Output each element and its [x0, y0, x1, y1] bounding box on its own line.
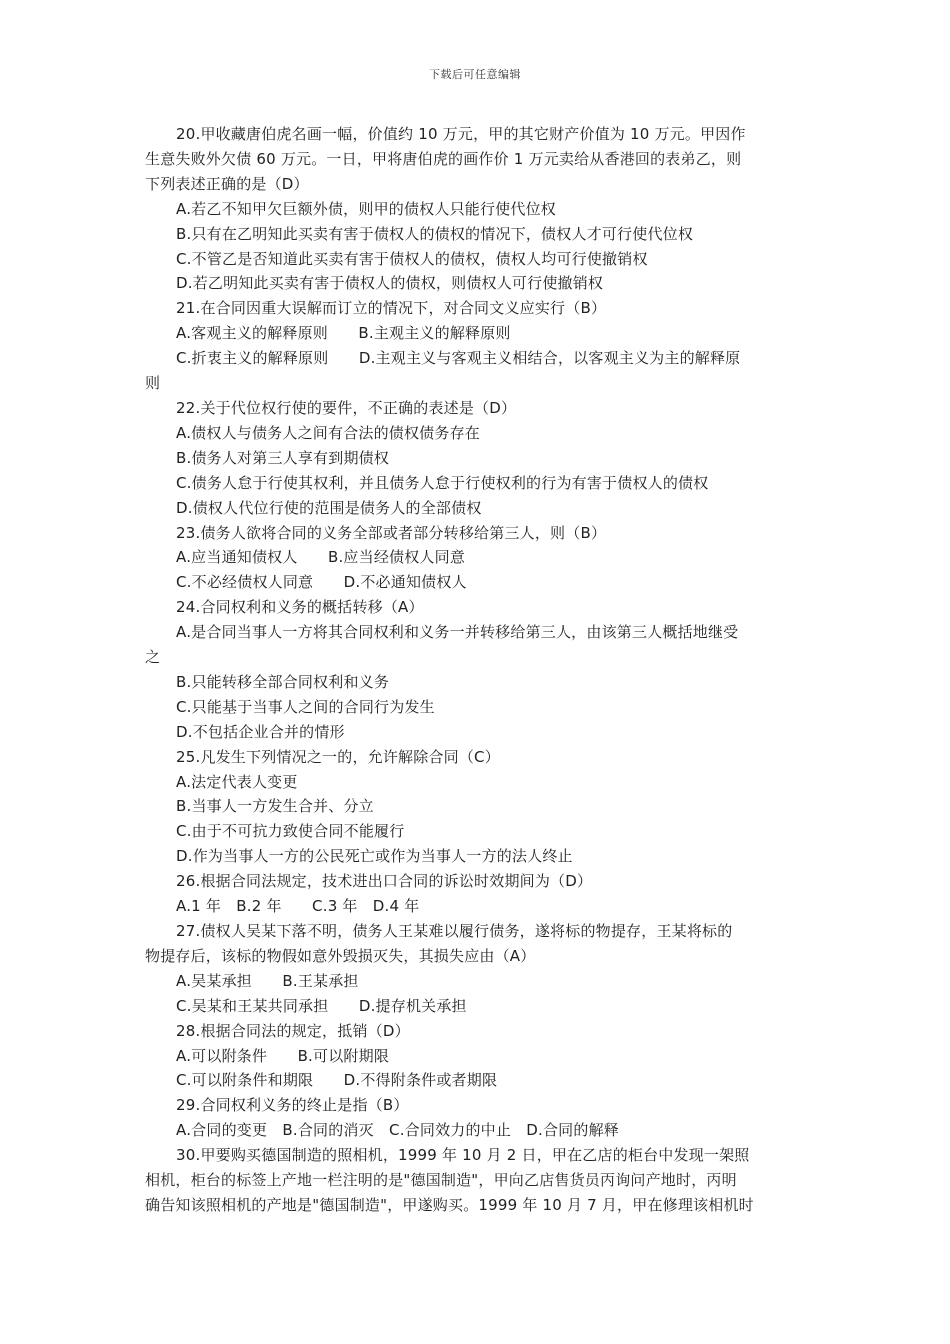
- text-line: 23.债务人欲将合同的义务全部或者部分转移给第三人，则（B）: [176, 523, 607, 542]
- text-line: 22.关于代位权行使的要件，不正确的表述是（D）: [176, 398, 517, 417]
- text-line: 30.甲要购买德国制造的照相机，1999 年 10 月 2 日，甲在乙店的柜台中发现一架照: [176, 1146, 750, 1165]
- text-line: D.作为当事人一方的公民死亡或作为当事人一方的法人终止: [176, 847, 573, 866]
- text-line: 27.债权人吴某下落不明，债务人王某难以履行债务，遂将标的物提存，王某将标的: [176, 922, 733, 940]
- text-line: 29.合同权利义务的终止是指（B）: [176, 1096, 409, 1115]
- text-line: A.1 年 B.2 年 C.3 年 D.4 年: [176, 897, 420, 916]
- text-line: C.由于不可抗力致使合同不能履行: [176, 822, 405, 841]
- text-line: B.债务人对第三人享有到期债权: [176, 448, 390, 467]
- text-line: C.可以附条件和期限 D.不得附条件或者期限: [176, 1071, 498, 1090]
- text-line: 25.凡发生下列情况之一的，允许解除合同（C）: [176, 747, 500, 766]
- text-line: 21.在合同因重大误解而订立的情况下，对合同文义应实行（B）: [176, 299, 607, 318]
- text-line: B.只能转移全部合同权利和义务: [176, 672, 390, 691]
- text-line: 生意失败外欠债 60 万元。一日，甲将唐伯虎的画作价 1 万元卖给从香港回的表弟乙，则: [145, 149, 742, 168]
- text-line: 则: [145, 374, 161, 393]
- text-line: B.当事人一方发生合并、分立: [176, 797, 374, 816]
- text-line: A.债权人与债务人之间有合法的债权债务存在: [176, 423, 480, 442]
- text-line: C.不管乙是否知道此买卖有害于债权人的债权，债权人均可行使撤销权: [176, 249, 648, 268]
- text-line: A.吴某承担 B.王某承担: [176, 971, 359, 990]
- text-line: 相机，柜台的标签上产地一栏注明的是"德国制造"，甲向乙店售货员丙询问产地时，丙明: [145, 1171, 737, 1190]
- text-line: C.折衷主义的解释原则 D.主观主义与客观主义相结合，以客观主义为主的解释原: [176, 349, 741, 368]
- text-line: A.若乙不知甲欠巨额外债，则甲的债权人只能行使代位权: [176, 199, 556, 218]
- text-line: 下列表述正确的是（D）: [145, 174, 309, 193]
- text-line: 24.合同权利和义务的概括转移（A）: [176, 598, 424, 617]
- text-line: D.债权人代位行使的范围是债务人的全部债权: [176, 498, 482, 517]
- text-line: B.只有在乙明知此买卖有害于债权人的债权的情况下，债权人才可行使代位权: [176, 224, 694, 243]
- text-line: C.不必经债权人同意 D.不必通知债权人: [176, 573, 467, 592]
- text-line: 26.根据合同法规定，技术进出口合同的诉讼时效期间为（D）: [176, 872, 593, 891]
- document-body: [145, 122, 805, 1218]
- text-line: C.吴某和王某共同承担 D.提存机关承担: [176, 996, 467, 1015]
- text-line: C.债务人怠于行使其权利，并且债务人怠于行使权利的行为有害于债权人的债权: [176, 473, 709, 492]
- text-line: A.是合同当事人一方将其合同权利和义务一并转移给第三人，由该第三人概括地继受: [176, 623, 739, 642]
- text-line: 确告知该照相机的产地是"德国制造"，甲遂购买。1999 年 10 月 7 月，甲在修理该相机时: [145, 1195, 754, 1214]
- text-line: D.不包括企业合并的情形: [176, 722, 345, 741]
- text-line: 28.根据合同法的规定，抵销（D）: [176, 1021, 410, 1040]
- text-line: A.应当通知债权人 B.应当经债权人同意: [176, 548, 466, 567]
- text-line: 20.甲收藏唐伯虎名画一幅，价值约 10 万元，甲的其它财产价值为 10 万元。甲因作: [176, 125, 746, 143]
- text-line: A.法定代表人变更: [176, 772, 298, 791]
- text-line: 物提存后，该标的物假如意外毁损灭失，其损失应由（A）: [145, 946, 536, 965]
- text-line: 之: [145, 648, 161, 667]
- text-line: A.客观主义的解释原则 B.主观主义的解释原则: [176, 324, 511, 343]
- page-header: 下载后可任意编辑: [429, 68, 521, 81]
- text-line: C.只能基于当事人之间的合同行为发生: [176, 697, 435, 716]
- text-line: A.合同的变更 B.合同的消灭 C.合同效力的中止 D.合同的解释: [176, 1121, 619, 1140]
- text-line: A.可以附条件 B.可以附期限: [176, 1046, 390, 1065]
- text-line: D.若乙明知此买卖有害于债权人的债权，则债权人可行使撤销权: [176, 274, 604, 293]
